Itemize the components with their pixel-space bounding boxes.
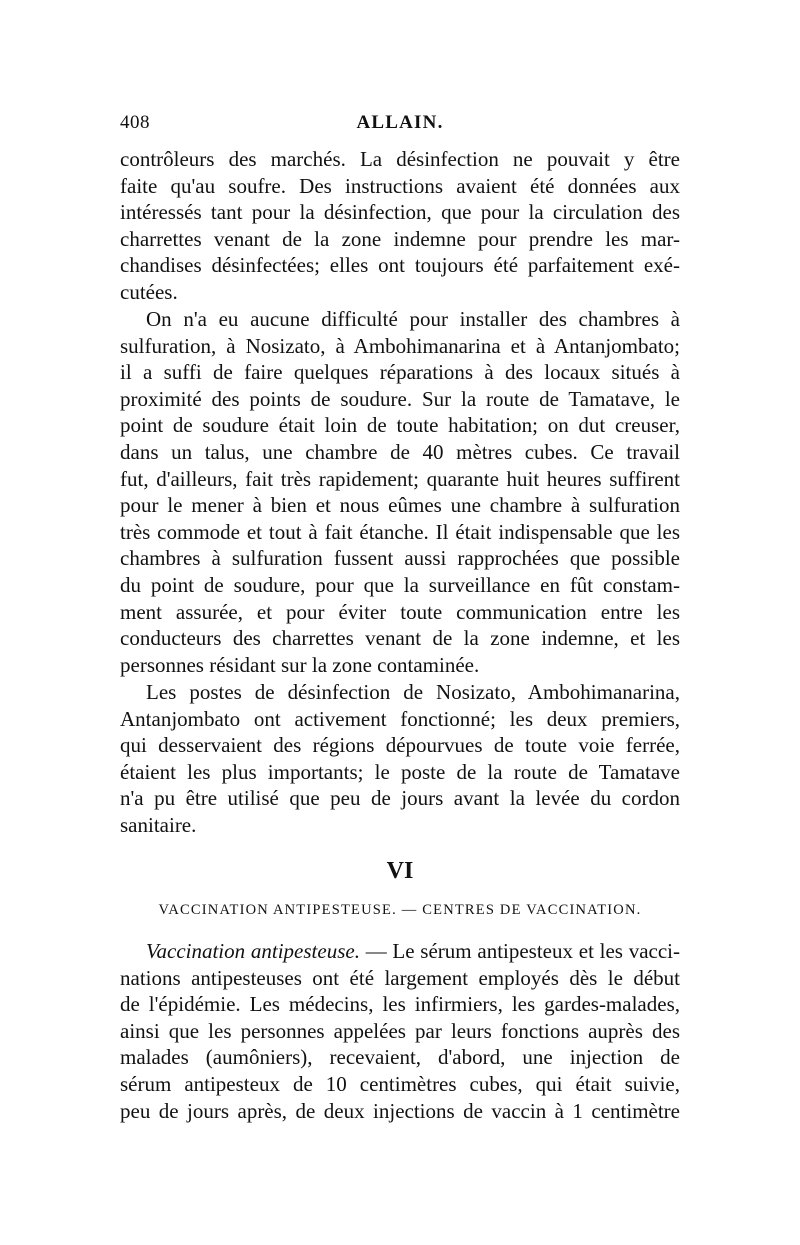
text-line: proximité des points de soudure. Sur la route de Tamatave, le (120, 386, 680, 411)
section-numeral: VI (386, 858, 414, 884)
lead-line-rest: — Le sérum antipesteux et les vacci- (359, 939, 680, 963)
text-line: n'a pu être utilisé que peu de jours avant la levée du cordon (120, 786, 680, 811)
paragraph-vaccination (120, 938, 680, 1124)
text-line: sérum antipesteux de 10 centimètres cubes, qui était suivie, (120, 1071, 680, 1096)
text-line: cutées. (120, 279, 178, 304)
text-line: pour le mener à bien et nous eûmes une chambre à sulfuration (120, 493, 680, 518)
text-line: sulfuration, à Nosizato, à Ambohimanarina et à Antanjombato; (120, 333, 680, 358)
text-line: il a suffi de faire quelques réparations à des locaux situés à (120, 360, 680, 385)
text-line: sanitaire. (120, 812, 197, 837)
text-line: malades (aumôniers), recevaient, d'abord, une injection de (120, 1045, 680, 1070)
text-line: ment assurée, et pour éviter toute communication entre les (120, 599, 680, 624)
text-line-lead (120, 938, 680, 965)
text-line: fut, d'ailleurs, fait très rapidement; quarante huit heures suffirent (120, 466, 680, 491)
text-line: On n'a eu aucune difficulté pour installer des chambres à (146, 307, 680, 331)
text-line: étaient les plus importants; le poste de la route de Tamatave (120, 759, 680, 784)
text-line: conducteurs des charrettes venant de la zone indemne, et les (120, 626, 680, 651)
paragraph-disinfection-posts (120, 679, 680, 839)
text-line: très commode et tout à fait étanche. Il était indispensable que les (120, 519, 680, 544)
text-line: charrettes venant de la zone indemne pour prendre les mar- (120, 226, 680, 251)
text-line: point de soudure était loin de toute habitation; on dut creuser, (120, 413, 680, 438)
text-line: chandises désinfectées; elles ont toujours été parfaitement exé- (120, 253, 680, 278)
text-line: dans un talus, une chambre de 40 mètres cubes. Ce travail (120, 439, 680, 464)
text-line: Antanjombato ont activement fonctionné; les deux premiers, (120, 706, 680, 731)
paragraph-chambres-continued (120, 146, 680, 306)
running-head: ALLAIN. (356, 112, 444, 133)
text-line: Les postes de désinfection de Nosizato, Ambohimanarina, (146, 680, 680, 704)
text-line: faite qu'au soufre. Des instructions avaient été données aux (120, 173, 680, 198)
text-line: peu de jours après, de deux injections de vaccin à 1 centimètre (120, 1098, 680, 1123)
page-header (120, 112, 680, 142)
lead-phrase: Vaccination antipesteuse. (146, 939, 360, 963)
text-line: qui desservaient des régions dépourvues de toute voie ferrée, (120, 733, 680, 758)
text-line: contrôleurs des marchés. La désinfection ne pouvait y être (120, 147, 680, 171)
text-line: de l'épidémie. Les médecins, les infirmiers, les gardes-malades, (120, 992, 680, 1017)
text-line: intéressés tant pour la désinfection, que pour la circulation des (120, 200, 680, 225)
section-subtitle: VACCINATION ANTIPESTEUSE. — CENTRES DE VACCINATION. (158, 902, 642, 918)
paragraph-sulfuration-chambers (120, 306, 680, 678)
text-line: du point de soudure, pour que la surveillance en fût constam- (120, 572, 680, 597)
text-line: nations antipesteuses ont été largement employés dès le début (120, 965, 680, 990)
text-line: ainsi que les personnes appelées par leurs fonctions auprès des (120, 1018, 680, 1043)
text-line: chambres à sulfuration fussent aussi rapprochées que possible (120, 546, 680, 571)
text-line: personnes résidant sur la zone contaminée. (120, 652, 480, 677)
page-number: 408 (120, 112, 150, 133)
